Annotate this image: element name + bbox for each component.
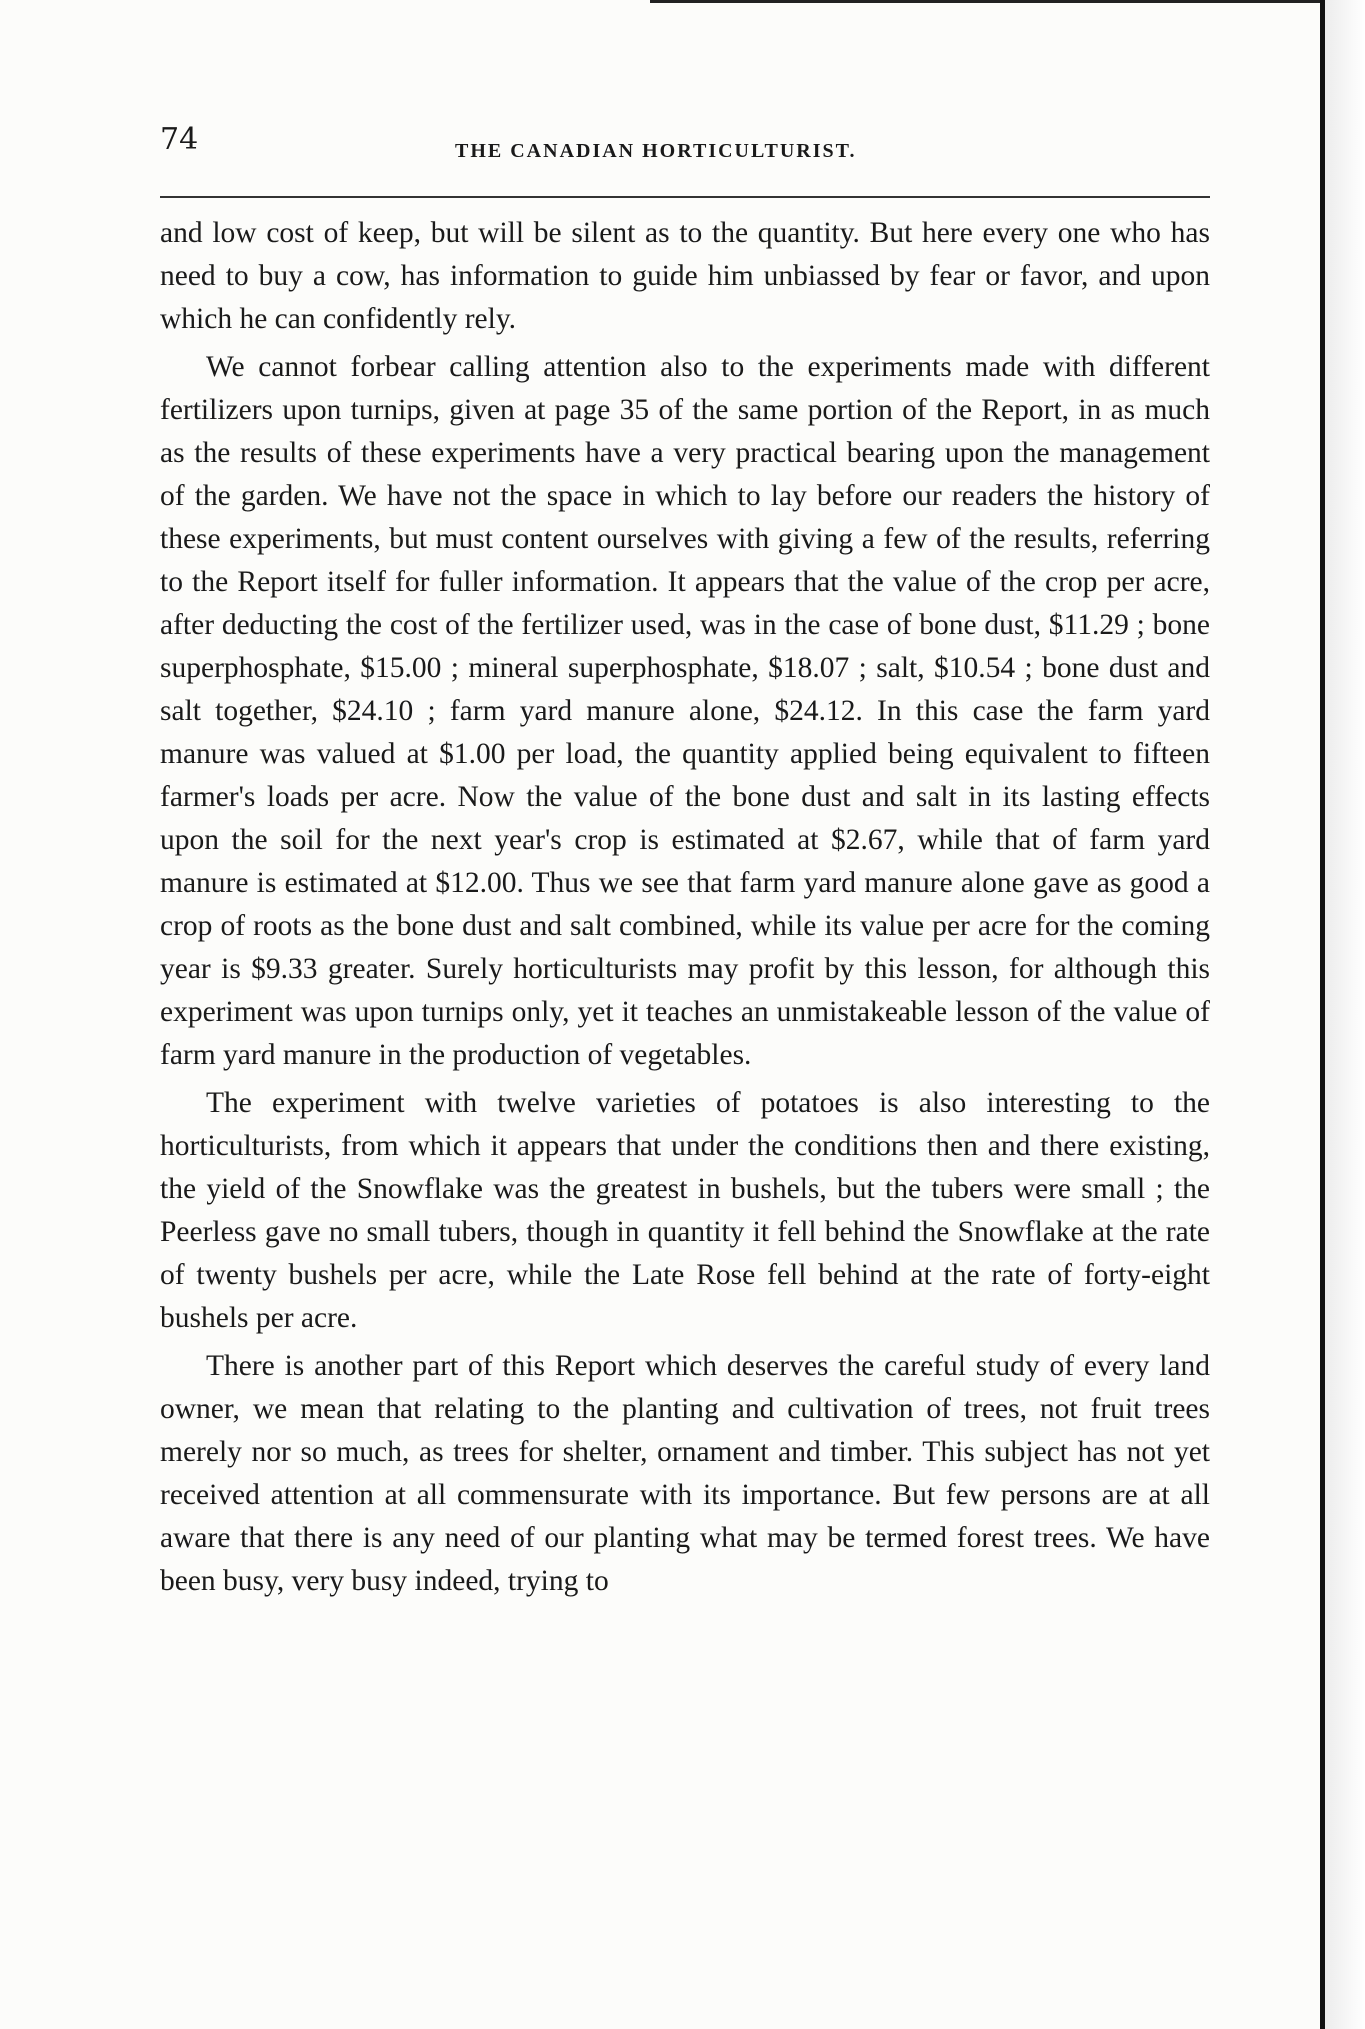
page-number: 74 bbox=[160, 122, 199, 157]
body-text bbox=[160, 212, 1210, 1608]
paragraph: We cannot forbear calling attention also to the experiments made with different fertilizers upon turnips, given at page 35 of the same portion of the Report, in as much as the results of these experiments have a very practical bearing upon the management of the garden. We have not the space in which to lay before our readers the history of these experiments, but must content ourselves with giving a few of the results, referring to the Report itself for fuller information. It appears that the value of the crop per acre, after deducting the cost of the fertilizer used, was in the case of bone dust, $11.29 ; bone superphosphate, $15.00 ; mineral superphosphate, $18.07 ; salt, $10.54 ; bone dust and salt together, $24.10 ; farm yard manure alone, $24.12. In this case the farm yard manure was valued at $1.00 per load, the quantity applied being equivalent to fifteen farmer's loads per acre. Now the value of the bone dust and salt in its lasting effects upon the soil for the next year's crop is estimated at $2.67, while that of farm yard manure is estimated at $12.00. Thus we see that farm yard manure alone gave as good a crop of roots as the bone dust and salt combined, while its value per acre for the coming year is $9.33 greater. Surely horticulturists may profit by this lesson, for although this experiment was upon turnips only, yet it teaches an unmistakeable lesson of the value of farm yard manure in the production of vegetables. bbox=[160, 351, 1210, 1071]
page-header bbox=[160, 122, 1210, 172]
page-top-edge bbox=[650, 0, 1320, 3]
paragraph: There is another part of this Report which deserves the careful study of every land owner, we mean that relating to the planting and cultivation of trees, not fruit trees merely nor so much, as trees for shelter, ornament and timber. This subject has not yet received attention at all commensurate with its importance. But few persons are at all aware that there is any need of our planting what may be termed forest trees. We have been busy, very busy indeed, trying to bbox=[160, 1350, 1210, 1597]
binding-shadow bbox=[1325, 0, 1365, 2029]
paragraph: and low cost of keep, but will be silent as to the quantity. But here every one who has need to buy a cow, has information to guide him unbiassed by fear or favor, and upon which he can confidently rely. bbox=[160, 217, 1210, 335]
binding-line bbox=[1320, 0, 1325, 2029]
paragraph: The experiment with twelve varieties of potatoes is also interesting to the horticulturists, from which it appears that under the conditions then and there existing, the yield of the Snowflake was the greatest in bushels, but the tubers were small ; the Peerless gave no small tubers, though in quantity it fell behind the Snowflake at the rate of twenty bushels per acre, while the Late Rose fell behind at the rate of forty-eight bushels per acre. bbox=[160, 1087, 1210, 1334]
header-rule bbox=[160, 196, 1210, 198]
running-head: THE CANADIAN HORTICULTURIST. bbox=[455, 140, 857, 162]
